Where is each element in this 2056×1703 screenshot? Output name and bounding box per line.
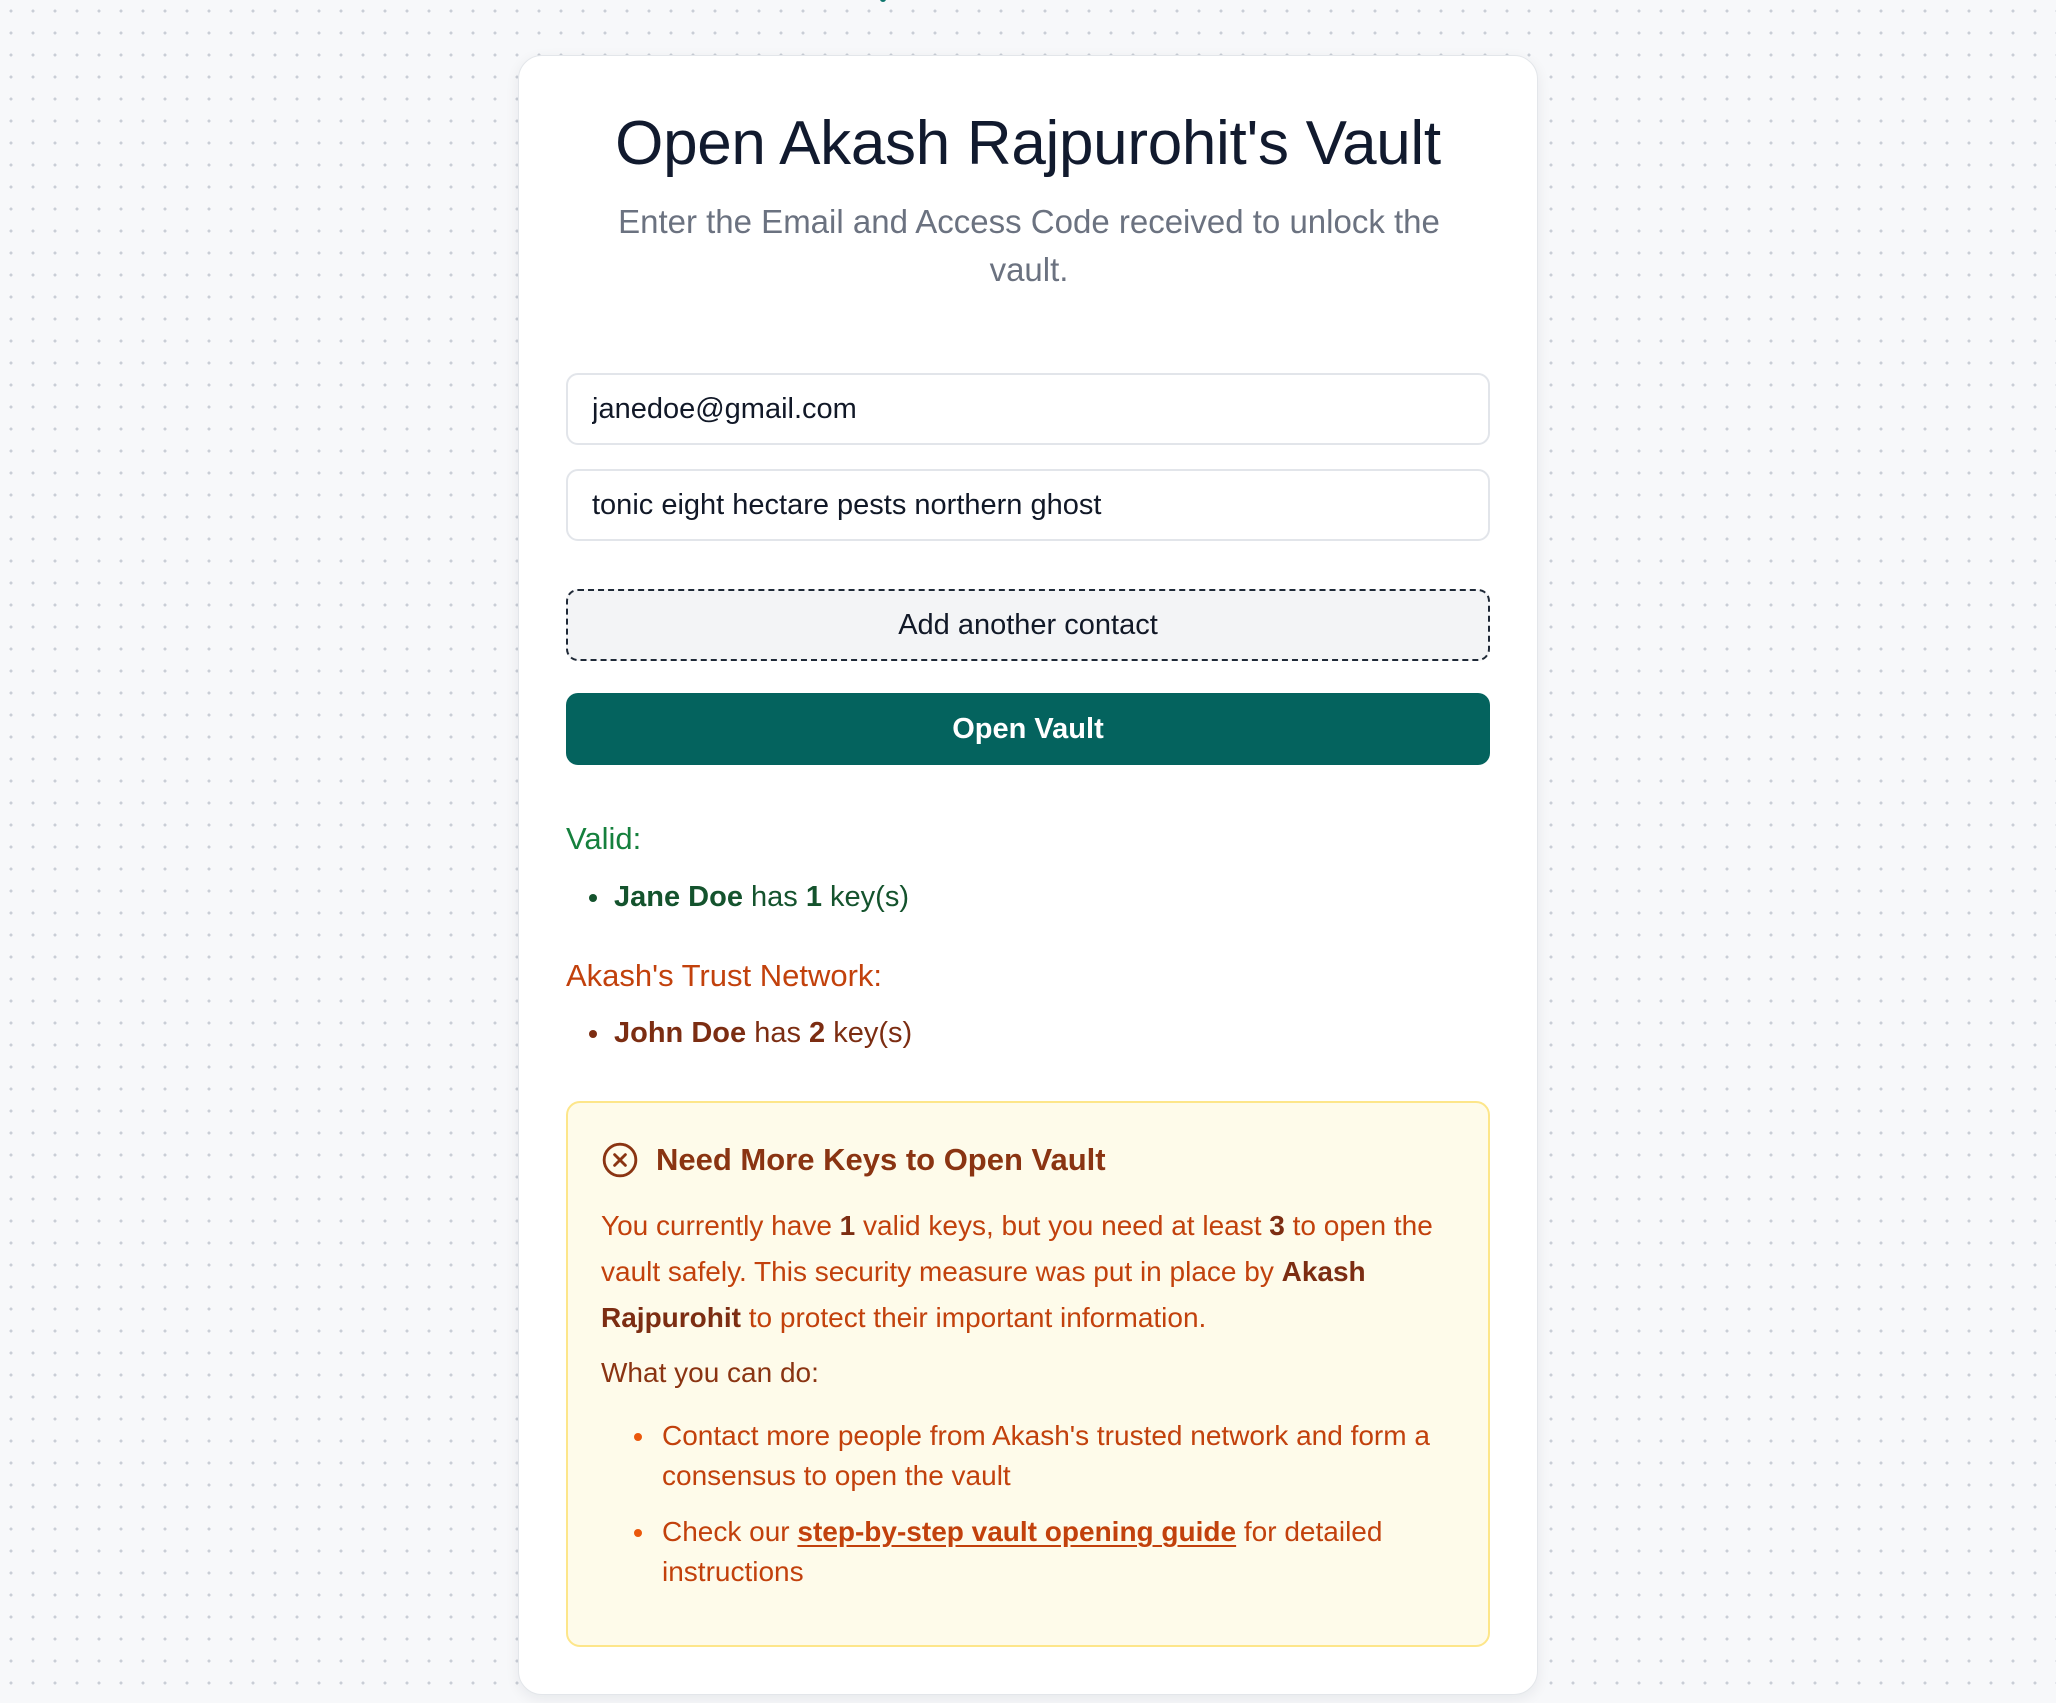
key-count: 2 (809, 1017, 826, 1049)
vault-owner-name: Akash Rajpurohit (601, 1256, 1366, 1333)
add-another-contact-button[interactable]: Add another contact (566, 589, 1490, 661)
vault-opening-guide-link[interactable]: step-by-step vault opening guide (797, 1516, 1237, 1547)
open-vault-button[interactable]: Open Vault (566, 693, 1490, 765)
key-count: 1 (805, 881, 822, 913)
key-suffix: key(s) (830, 881, 909, 913)
valid-list (566, 877, 909, 917)
access-code-field[interactable] (566, 469, 1490, 541)
has-text: has (754, 1017, 801, 1049)
email-field[interactable] (566, 373, 1490, 445)
contact-name: John Doe (614, 1017, 747, 1049)
page-subtitle: Enter the Email and Access Code received to unlock the vault. (618, 203, 1440, 288)
what-you-can-do-label: What you can do: (601, 1357, 819, 1388)
todo-item-contact-network: Contact more people from Akash's trusted network and form a consensus to open the vault (601, 1416, 1461, 1496)
required-keys-count: 3 (1269, 1210, 1285, 1241)
trust-network-list-item (566, 1013, 912, 1053)
vault-card (518, 55, 1538, 1695)
trust-network-list (566, 1013, 912, 1053)
alert-body: You currently have 1 valid keys, but you need at least 3 to open the vault safely. This security measure was put in place by Akash Rajpurohit to protect their important information. (601, 1210, 1433, 1333)
contact-name: Jane Doe (614, 881, 743, 913)
page-title: Open Akash Rajpurohit's Vault (615, 109, 1441, 178)
has-text: has (751, 881, 798, 913)
valid-list-item (566, 877, 909, 917)
what-you-can-do-list (601, 1416, 1461, 1608)
x-circle-icon (601, 1141, 639, 1179)
need-more-keys-alert (566, 1101, 1490, 1647)
top-edge-mark (880, 0, 886, 2)
key-suffix: key(s) (833, 1017, 913, 1049)
trust-network-heading: Akash's Trust Network: (566, 958, 883, 993)
todo-item-guide: Check our step-by-step vault opening guide for detailed instructions (601, 1512, 1461, 1592)
current-keys-count: 1 (839, 1210, 856, 1241)
alert-title: Need More Keys to Open Vault (656, 1142, 1106, 1177)
valid-heading: Valid: (566, 821, 642, 856)
